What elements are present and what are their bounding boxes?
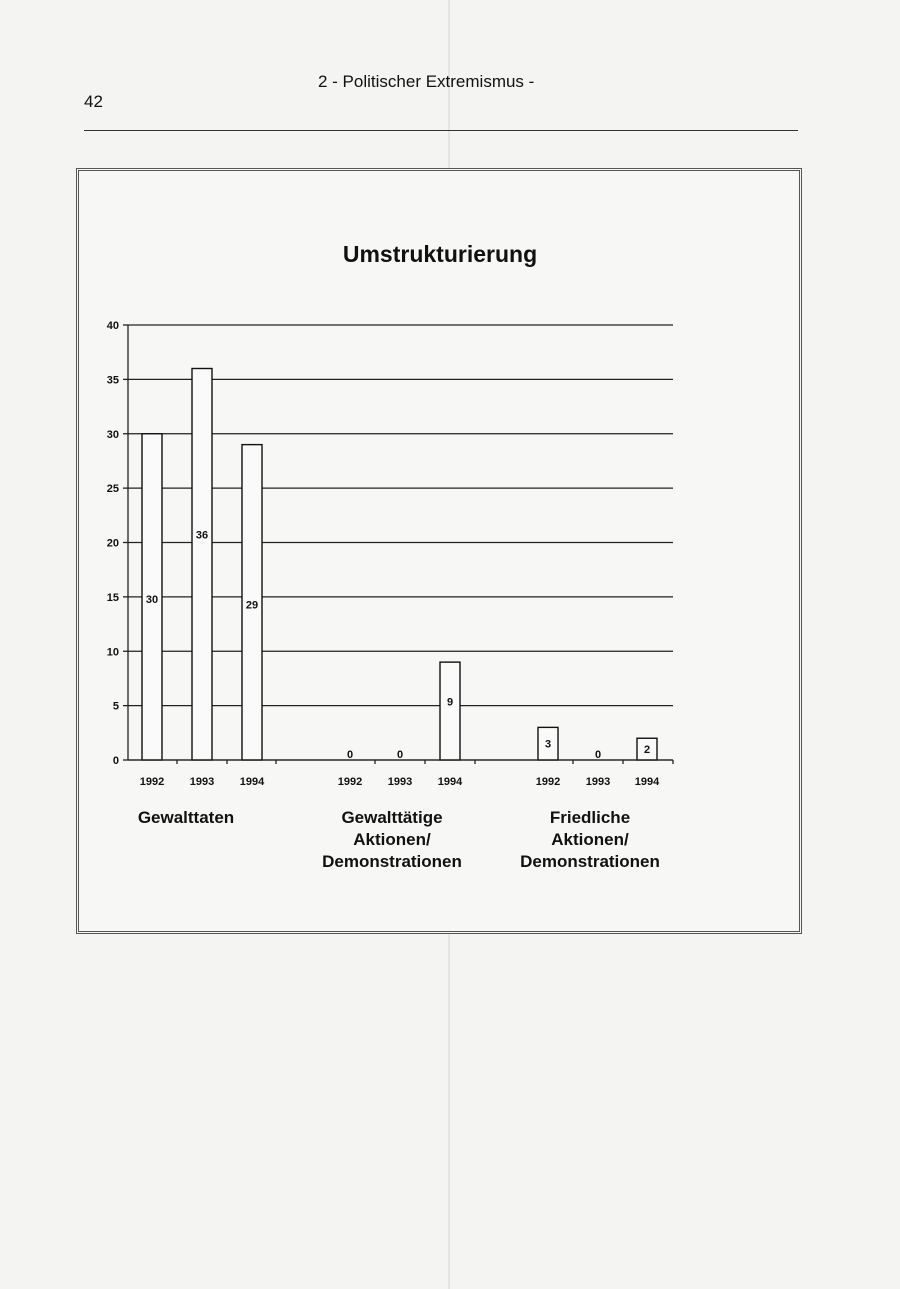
x-tick-label: 1994 (239, 776, 265, 788)
chart-title: Umstrukturierung (342, 241, 538, 267)
group-label: Aktionen/ (353, 830, 431, 849)
y-tick-label: 10 (106, 646, 119, 659)
y-tick-label: 30 (106, 428, 119, 441)
x-tick-label: 1993 (387, 776, 413, 788)
x-tick-label: 1992 (535, 776, 561, 788)
bar (192, 369, 212, 761)
group-label: Demonstrationen (322, 852, 462, 871)
running-head: 2 - Politischer Extremismus - (318, 72, 535, 91)
x-tick-label: 1993 (189, 776, 215, 788)
bar-value-label: 36 (195, 529, 209, 542)
x-tick-label: 1994 (437, 776, 463, 788)
y-tick-label: 5 (112, 700, 119, 713)
group-label: Aktionen/ (551, 830, 629, 849)
bar-value-label: 0 (346, 749, 354, 761)
y-tick-label: 0 (112, 755, 119, 767)
bar-value-label: 3 (544, 738, 552, 751)
bar (440, 662, 460, 760)
bar-value-label: 0 (594, 749, 602, 761)
y-tick-label: 25 (106, 483, 119, 496)
y-tick-label: 35 (106, 374, 119, 387)
x-tick-label: 1993 (585, 776, 611, 788)
group-label: Demonstrationen (520, 852, 660, 871)
bar-value-label: 0 (396, 749, 404, 761)
group-label: Friedliche (549, 808, 631, 827)
x-tick-label: 1992 (337, 776, 363, 788)
page-number: 42 (84, 92, 103, 111)
y-tick-label: 40 (106, 320, 119, 332)
group-label: Gewalttätige (341, 808, 443, 827)
bar-value-label: 30 (145, 593, 159, 606)
bar-value-label: 9 (446, 696, 454, 709)
bar-value-label: 2 (643, 744, 651, 757)
group-label: Gewalttaten (137, 808, 235, 827)
x-tick-label: 1992 (139, 776, 165, 788)
y-tick-label: 15 (106, 591, 119, 604)
x-tick-label: 1994 (634, 776, 660, 788)
bar-value-label: 29 (245, 599, 259, 612)
y-tick-label: 20 (106, 537, 119, 550)
